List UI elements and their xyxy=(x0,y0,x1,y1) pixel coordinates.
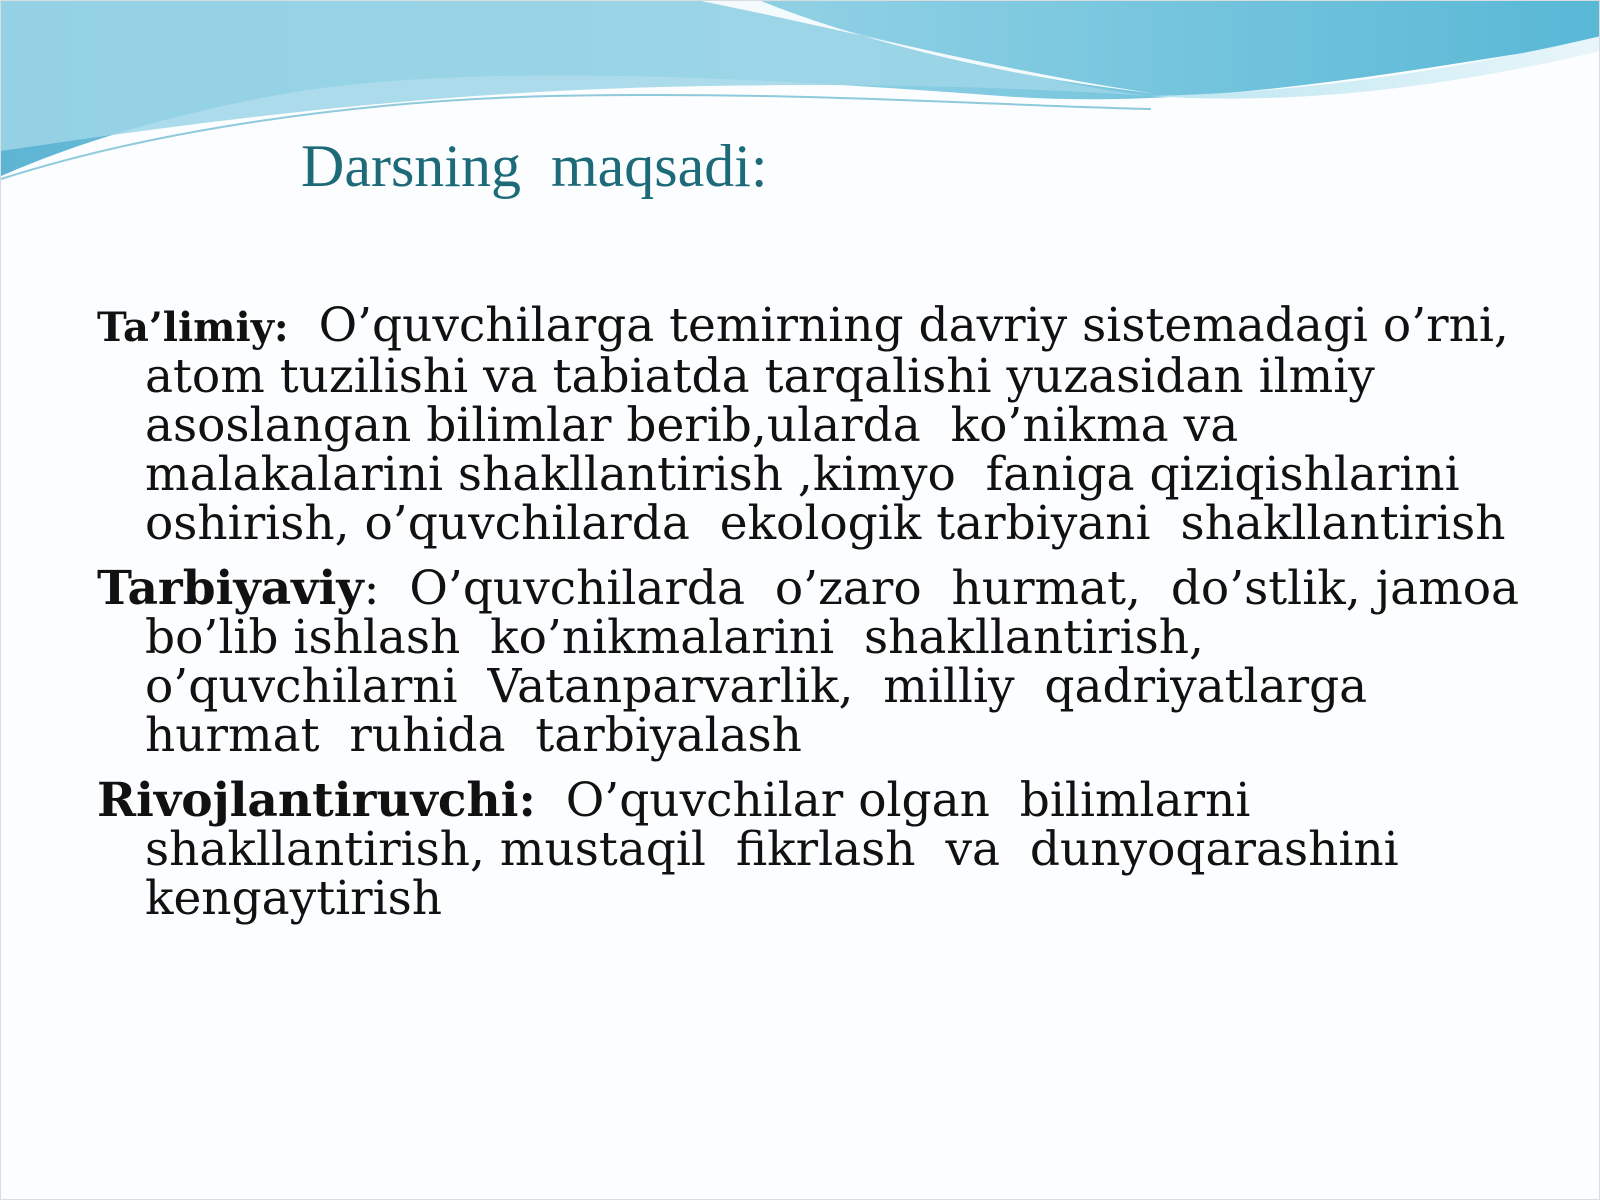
goal-text: O’quvchilar olgan bilimlarni shakllantirish, mustaqil fikrlash va dunyoqarashini kengaytirish xyxy=(145,773,1414,926)
goal-text: : O’quvchilarda o’zaro hurmat, do’stlik, jamoa bo’lib ishlash ko’nikmalarini shakllantirish, o’quvchilarni Vatanparvarlik, milliy qadriyatlarga hurmat ruhida tarbiyalash xyxy=(145,561,1535,763)
goal-developmental xyxy=(97,773,1527,926)
goal-label: Ta’limiy: xyxy=(97,304,289,351)
slide-title: Darsning maqsadi: xyxy=(301,133,768,199)
wave-decoration xyxy=(1,1,1600,201)
slide-body xyxy=(97,298,1535,939)
goal-label: Tarbiyaviy xyxy=(97,561,364,616)
goal-educational xyxy=(97,298,1527,551)
goal-label: Rivojlantiruvchi: xyxy=(97,773,536,828)
goal-upbringing xyxy=(97,561,1535,763)
goal-text: O’quvchilarga temirning davriy sistemadagi o’rni, atom tuzilishi va tabiatda tarqalishi yuzasidan ilmiy asoslangan bilimlar berib,ularda ko’nikma va malakalarini shakllantirish ,kimyo faniga qiziqishlarini oshirish, o’quvchilarda ekologik tarbiyani shakllantirish xyxy=(145,298,1524,551)
